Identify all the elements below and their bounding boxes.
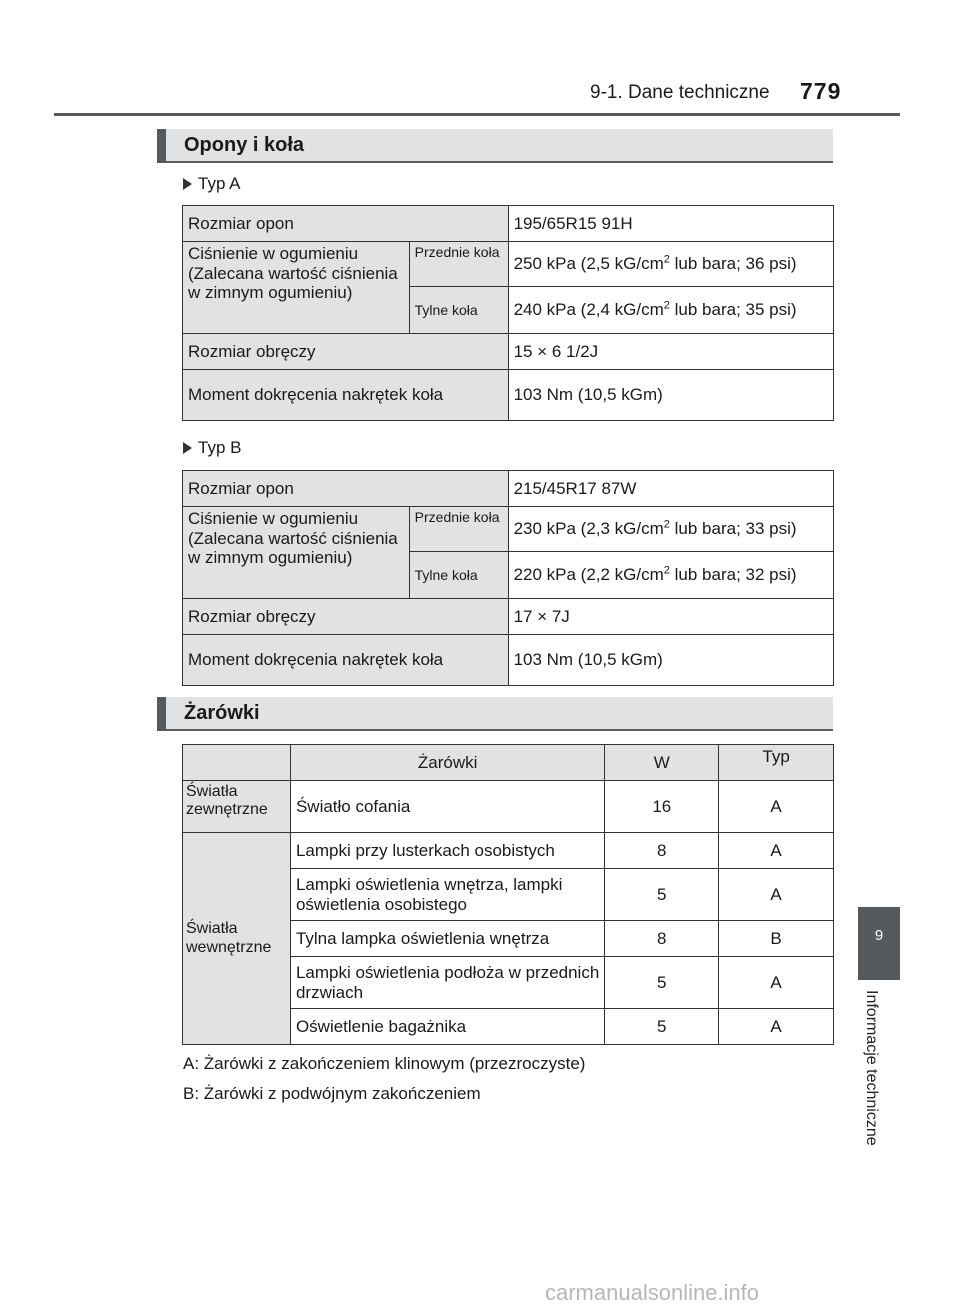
- tire-size-value: 215/45R17 87W: [508, 471, 833, 507]
- table-row: [183, 507, 834, 552]
- bulb-watt: 5: [605, 1009, 719, 1045]
- bulb-watt: 8: [605, 921, 719, 957]
- bulb-watt: 8: [605, 833, 719, 869]
- bulb-type: A: [719, 957, 834, 1009]
- type-b-bullet: [183, 438, 241, 458]
- rear-pressure-value: 240 kPa (2,4 $kG/cm^2$ lub bara; 35 psi): [508, 287, 833, 334]
- note-a: A: Żarówki z zakończeniem klinowym (przezroczyste): [183, 1054, 586, 1073]
- type-b-label: Typ B: [198, 438, 242, 457]
- torque-label: Moment dokręcenia nakrętek koła: [183, 370, 509, 421]
- bulbs-section-title: Żarówki: [184, 702, 260, 724]
- bulb-type: A: [719, 833, 834, 869]
- rim-size-value: 17 × 7J: [508, 599, 833, 635]
- rim-size-label: Rozmiar obręczy: [183, 334, 509, 370]
- table-row: [183, 781, 834, 833]
- chapter-tab[interactable]: [858, 907, 900, 980]
- bulb-name: Światło cofania: [290, 781, 604, 833]
- tire-size-label: Rozmiar opon: [183, 471, 509, 507]
- table-row: [183, 833, 834, 869]
- page-number: 779: [800, 78, 842, 104]
- table-row: [183, 471, 834, 507]
- tire-table-type-b: [182, 470, 834, 686]
- watermark: carmanualsonline.info: [545, 1280, 760, 1305]
- type-a-label: Typ A: [198, 174, 241, 193]
- table-row: [183, 635, 834, 686]
- bulb-type: A: [719, 1009, 834, 1045]
- chapter-label: Informacje techniczne: [863, 990, 880, 1146]
- front-wheels-label: Przednie koła: [409, 242, 508, 287]
- tire-size-label: Rozmiar opon: [183, 206, 509, 242]
- header-empty-cell: [183, 745, 291, 781]
- bulbs-table: [182, 744, 834, 1045]
- bulb-name: Oświetlenie bagażnika: [290, 1009, 604, 1045]
- pressure-label: Ciśnienie w ogumieniu (Zalecana wartość ciśnienia w zimnym ogumieniu): [183, 242, 410, 334]
- triangle-bullet-icon: [183, 442, 192, 454]
- bulbs-section-header: [157, 697, 833, 731]
- triangle-bullet-icon: [183, 178, 192, 190]
- table-row: [183, 599, 834, 635]
- bulb-name: Lampki oświetlenia podłoża w przednich drzwiach: [290, 957, 604, 1009]
- table-header-row: [183, 745, 834, 781]
- table-row: [183, 370, 834, 421]
- front-pressure-value: 230 kPa (2,3 $kG/cm^2$ lub bara; 33 psi): [508, 507, 833, 552]
- torque-value: 103 Nm (10,5 kGm): [508, 370, 833, 421]
- column-header: Żarówki: [290, 745, 604, 781]
- note-b: B: Żarówki z podwójnym zakończeniem: [183, 1084, 481, 1103]
- torque-value: 103 Nm (10,5 kGm): [508, 635, 833, 686]
- tire-size-value: 195/65R15 91H: [508, 206, 833, 242]
- column-header: Typ: [719, 745, 834, 781]
- interior-lights-label: Światła wewnętrzne: [183, 833, 291, 1045]
- tires-section-title: Opony i koła: [184, 134, 305, 156]
- table-row: [183, 206, 834, 242]
- table-row: [183, 334, 834, 370]
- rim-size-label: Rozmiar obręczy: [183, 599, 509, 635]
- bulb-watt: 5: [605, 869, 719, 921]
- bulb-type: A: [719, 781, 834, 833]
- bulb-type: A: [719, 869, 834, 921]
- front-pressure-value: 250 kPa (2,5 $kG/cm^2$ lub bara; 36 psi): [508, 242, 833, 287]
- bulb-name: Tylna lampka oświetlenia wnętrza: [290, 921, 604, 957]
- rear-wheels-label: Tylne koła: [409, 287, 508, 334]
- chapter-number: 9: [874, 927, 884, 944]
- torque-label: Moment dokręcenia nakrętek koła: [183, 635, 509, 686]
- rear-wheels-label: Tylne koła: [409, 552, 508, 599]
- rim-size-value: 15 × 6 1/2J: [508, 334, 833, 370]
- front-wheels-label: Przednie koła: [409, 507, 508, 552]
- column-header: W: [605, 745, 719, 781]
- bulb-watt: 16: [605, 781, 719, 833]
- table-row: [183, 242, 834, 287]
- type-a-bullet: [183, 174, 241, 194]
- rear-pressure-value: 220 kPa (2,2 $kG/cm^2$ lub bara; 32 psi): [508, 552, 833, 599]
- exterior-lights-label: Światła zewnętrzne: [183, 781, 291, 833]
- header-divider: [54, 113, 900, 116]
- bulb-name: Lampki przy lusterkach osobistych: [290, 833, 604, 869]
- bulb-watt: 5: [605, 957, 719, 1009]
- tire-table-type-a: [182, 205, 834, 421]
- bulb-type: B: [719, 921, 834, 957]
- section-heading: 9-1. Dane techniczne: [590, 82, 770, 103]
- pressure-label: Ciśnienie w ogumieniu (Zalecana wartość ciśnienia w zimnym ogumieniu): [183, 507, 410, 599]
- bulb-name: Lampki oświetlenia wnętrza, lampki oświetlenia osobistego: [290, 869, 604, 921]
- tires-section-header: [157, 129, 833, 163]
